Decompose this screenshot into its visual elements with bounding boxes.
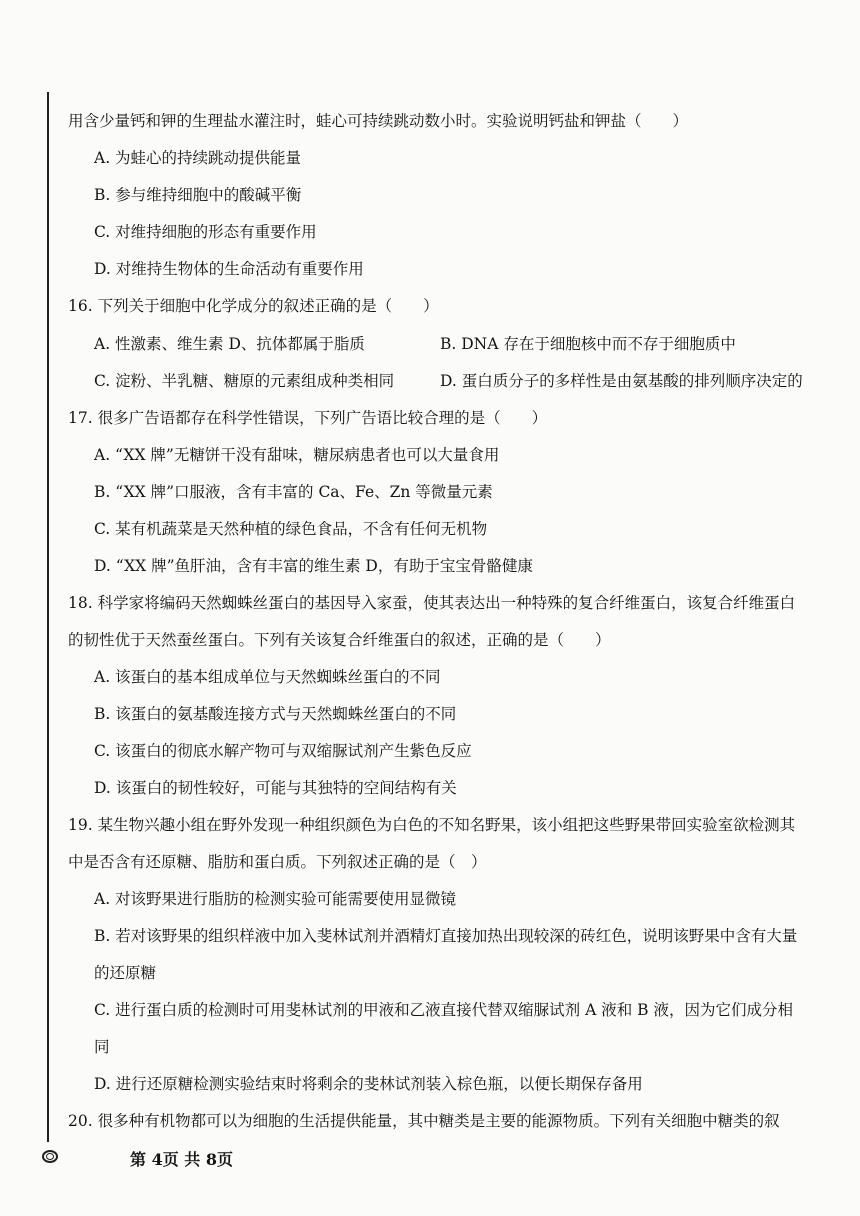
option-19-b-line-1: B. 若对该野果的组织样液中加入斐林试剂并酒精灯直接加热出现较深的砖红色，说明该野果中含有大量 — [94, 927, 798, 945]
question-19-stem-line-1: 19. 某生物兴趣小组在野外发现一种组织颜色为白色的不知名野果，该小组把这些野果带回实验室欲检测其 — [68, 816, 796, 834]
question-20-stem-line-1: 20. 很多种有机物都可以为细胞的生活提供能量，其中糖类是主要的能源物质。下列有关细胞中糖类的叙 — [68, 1112, 780, 1130]
binding-margin-line — [47, 92, 49, 1142]
option-19-b-line-2: 的还原糖 — [94, 964, 157, 982]
question-18-stem-line-1: 18. 科学家将编码天然蜘蛛丝蛋白的基因导入家蚕，使其表达出一种特殊的复合纤维蛋白，该复合纤维蛋白 — [68, 594, 796, 612]
option-18-b: B. 该蛋白的氨基酸连接方式与天然蜘蛛丝蛋白的不同 — [94, 705, 457, 723]
option-19-a: A. 对该野果进行脂肪的检测实验可能需要使用显微镜 — [94, 890, 457, 908]
option-17-d: D. “XX 牌”鱼肝油，含有丰富的维生素 D，有助于宝宝骨骼健康 — [94, 557, 533, 575]
scanner-mark-icon — [42, 1150, 58, 1163]
option-16-d: D. 蛋白质分子的多样性是由氨基酸的排列顺序决定的 — [440, 372, 803, 390]
option-16-a: A. 性激素、维生素 D、抗体都属于脂质 — [94, 335, 365, 353]
option-16-c: C. 淀粉、半乳糖、糖原的元素组成种类相同 — [94, 372, 395, 390]
option-17-a: A. “XX 牌”无糖饼干没有甜味，糖尿病患者也可以大量食用 — [94, 446, 500, 464]
option-17-b: B. “XX 牌”口服液，含有丰富的 Ca、Fe、Zn 等微量元素 — [94, 483, 493, 501]
option-18-c: C. 该蛋白的彻底水解产物可与双缩脲试剂产生紫色反应 — [94, 742, 472, 760]
option-18-a: A. 该蛋白的基本组成单位与天然蜘蛛丝蛋白的不同 — [94, 668, 441, 686]
option-15-b: B. 参与维持细胞中的酸碱平衡 — [94, 186, 302, 204]
question-18-stem-line-2: 的韧性优于天然蚕丝蛋白。下列有关该复合纤维蛋白的叙述，正确的是（ ） — [68, 631, 611, 649]
option-19-c-line-1: C. 进行蛋白质的检测时可用斐林试剂的甲液和乙液直接代替双缩脲试剂 A 液和 B 液，因为它们成分相 — [94, 1001, 793, 1019]
option-17-c: C. 某有机蔬菜是天然种植的绿色食品，不含有任何无机物 — [94, 520, 488, 538]
option-16-b: B. DNA 存在于细胞核中而不存于细胞质中 — [440, 335, 736, 353]
option-15-d: D. 对维持生物体的生命活动有重要作用 — [94, 260, 364, 278]
option-15-a: A. 为蛙心的持续跳动提供能量 — [94, 149, 302, 167]
question-16-stem: 16. 下列关于细胞中化学成分的叙述正确的是（ ） — [68, 297, 439, 315]
option-19-d: D. 进行还原糖检测实验结束时将剩余的斐林试剂装入棕色瓶，以便长期保存备用 — [94, 1075, 643, 1093]
page-number: 第 4页 共 8页 — [130, 1150, 233, 1169]
option-19-c-line-2: 同 — [94, 1038, 110, 1056]
question-19-stem-line-2: 中是否含有还原糖、脂肪和蛋白质。下列叙述正确的是（ ） — [68, 853, 487, 871]
option-18-d: D. 该蛋白的韧性较好，可能与其独特的空间结构有关 — [94, 779, 457, 797]
question-17-stem: 17. 很多广告语都存在科学性错误，下列广告语比较合理的是（ ） — [68, 409, 548, 427]
question-15-stem: 用含少量钙和钾的生理盐水灌注时，蛙心可持续跳动数小时。实验说明钙盐和钾盐（ ） — [68, 112, 689, 130]
option-15-c: C. 对维持细胞的形态有重要作用 — [94, 223, 317, 241]
